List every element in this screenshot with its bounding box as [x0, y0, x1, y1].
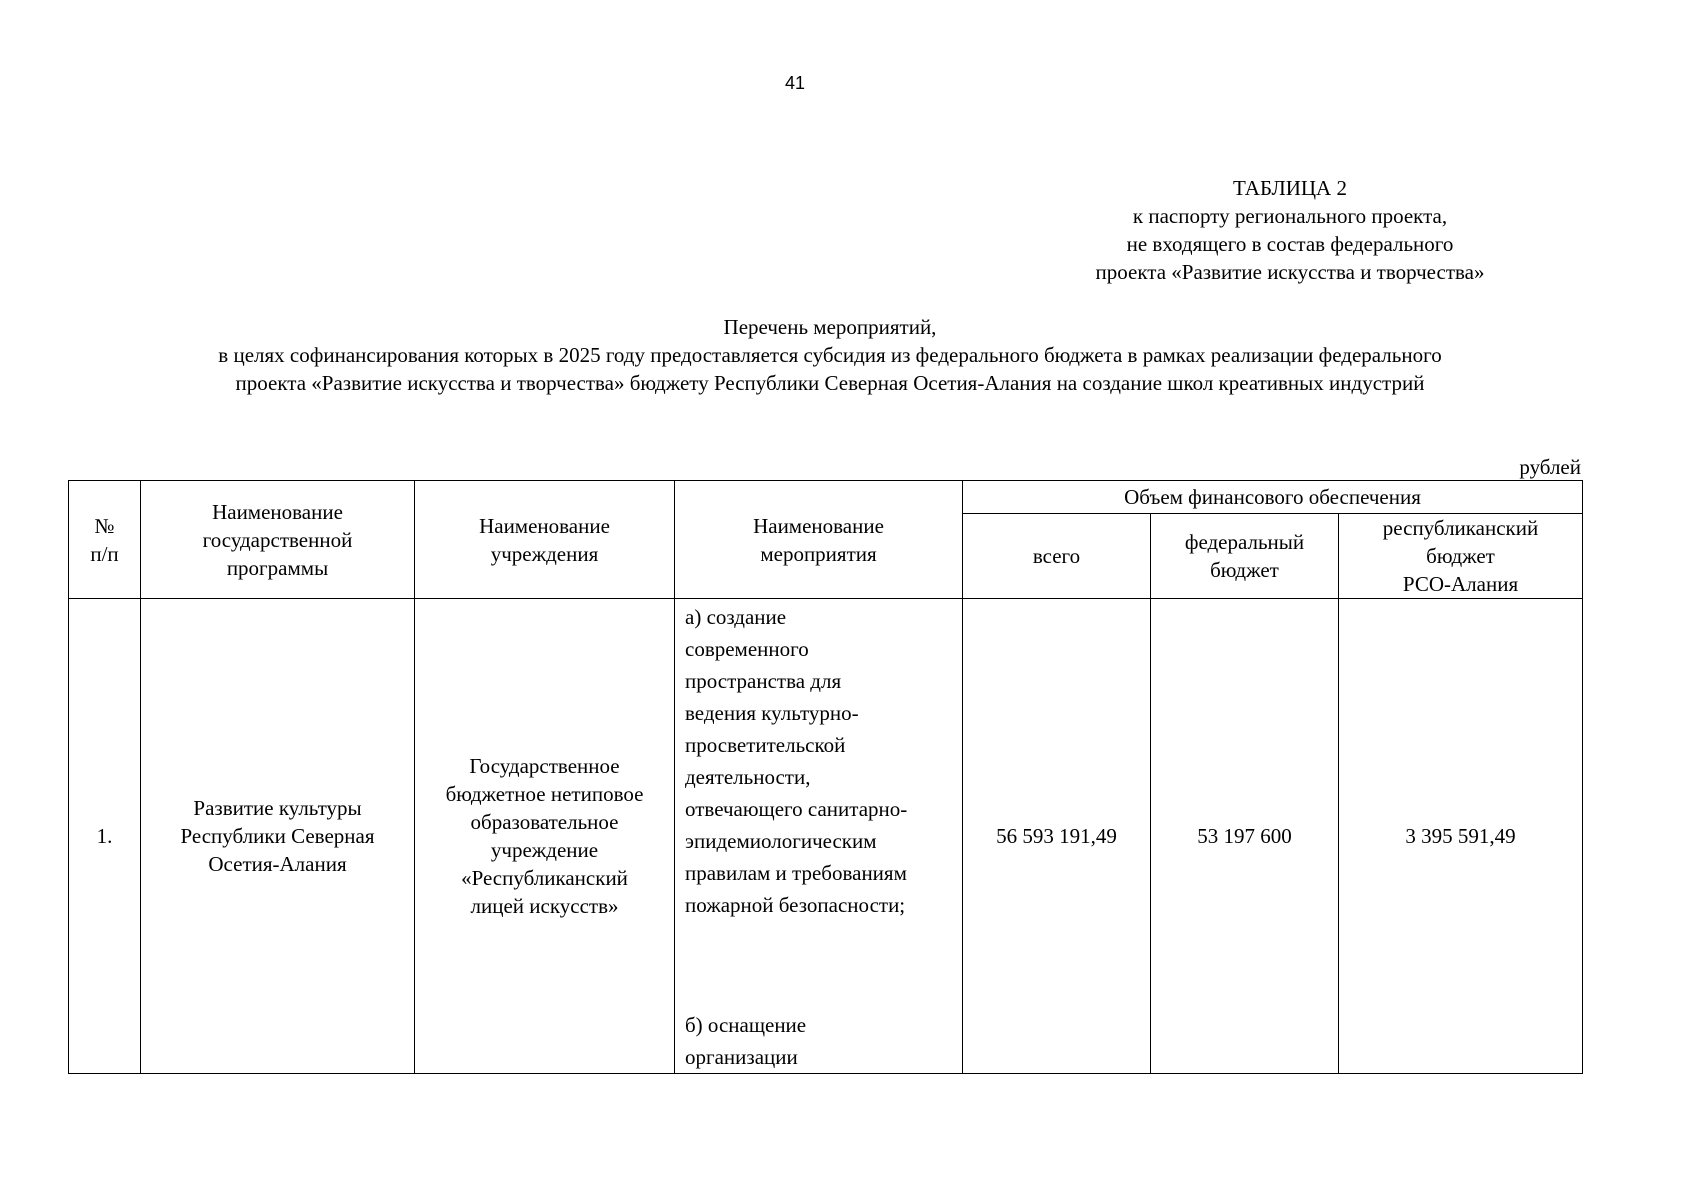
header-total: всего [963, 514, 1151, 599]
event-part-b: б) оснащение организации [685, 1013, 807, 1069]
cell-number: 1. [69, 599, 141, 1074]
cell-republic: 3 395 591,49 [1339, 599, 1583, 1074]
attachment-header [1030, 174, 1550, 286]
cell-institution: Государственное бюджетное нетиповое образовательное учреждение «Республиканский лицей искусств» [415, 599, 675, 1074]
cell-federal: 53 197 600 [1151, 599, 1339, 1074]
attachment-title: ТАБЛИЦА 2 [1233, 176, 1347, 200]
attachment-line: к паспорту регионального проекта, [1132, 204, 1448, 228]
cell-event [675, 599, 963, 1074]
title-line: проекта «Развитие искусства и творчества» бюджету Республики Северная Осетия-Алания на создание школ креативных индустрий [235, 371, 1425, 395]
cell-program: Развитие культуры Республики Северная Осетия-Алания [141, 599, 415, 1074]
title-line: Перечень мероприятий, [723, 315, 937, 339]
units-label: рублей [1519, 455, 1581, 479]
page-number: 41 [784, 73, 806, 93]
attachment-line: проекта «Развитие искусства и творчества» [1095, 260, 1485, 284]
title-line: в целях софинансирования которых в 2025 году предоставляется субсидия из федерального бюджета в рамках реализации федерального [218, 343, 1442, 367]
header-program: Наименование государственной программы [141, 481, 415, 599]
table-row [69, 599, 1583, 1074]
header-event: Наименование мероприятия [675, 481, 963, 599]
funding-table [68, 480, 1583, 1074]
cell-total: 56 593 191,49 [963, 599, 1151, 1074]
header-republic: республиканский бюджет РСО-Алания [1339, 514, 1583, 599]
header-institution: Наименование учреждения [415, 481, 675, 599]
document-title [70, 313, 1590, 397]
header-federal: федеральный бюджет [1151, 514, 1339, 599]
attachment-line: не входящего в состав федерального [1126, 232, 1454, 256]
header-number: № п/п [69, 481, 141, 599]
event-part-a: а) создание современного пространства для ведения культурно- просветительской деятельности, отвечающего санитарно- эпидемиологическим правилам и требованиям пожарной безопасности; [685, 605, 908, 917]
header-funding-group: Объем финансового обеспечения [963, 481, 1583, 514]
